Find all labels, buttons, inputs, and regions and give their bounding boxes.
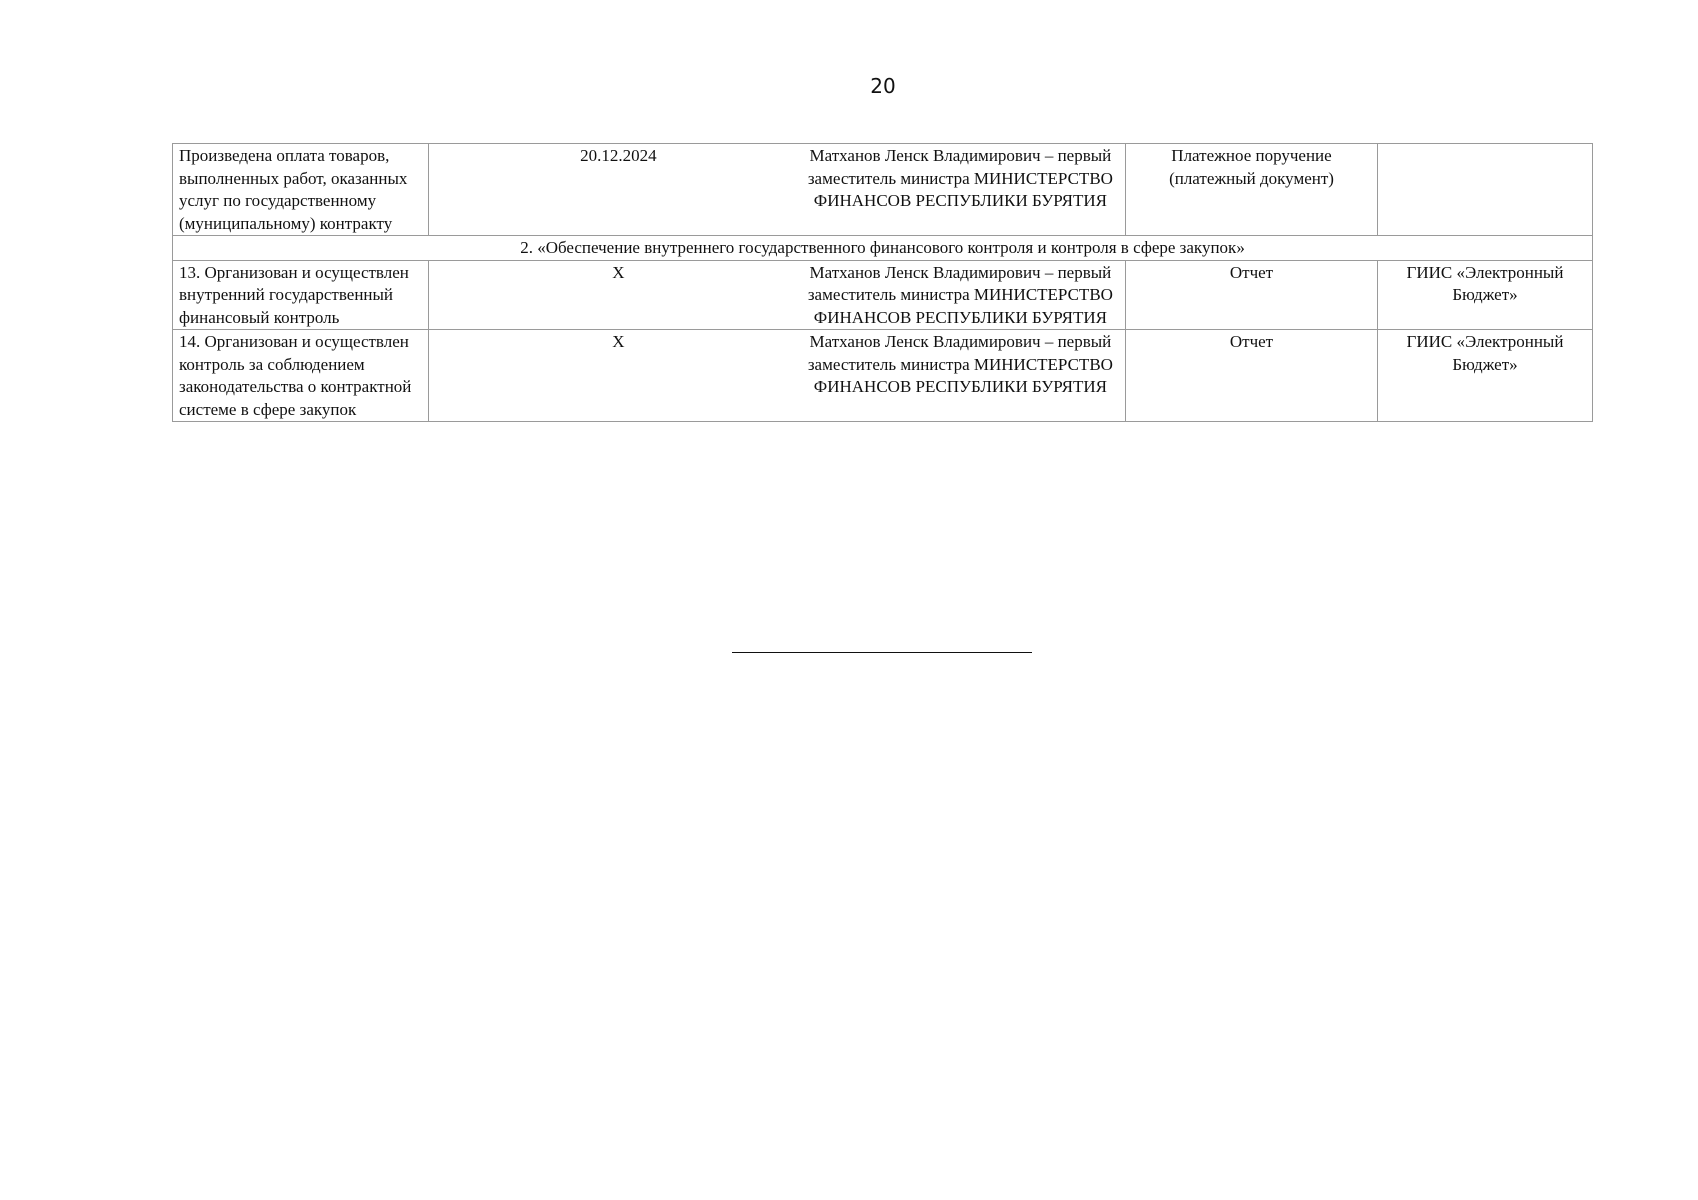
responsible-cell: Матханов Ленск Владимирович – первый заместитель министра МИНИСТЕРСТВО ФИНАНСОВ РЕСПУБЛИКИ БУРЯТИЯ	[807, 146, 1113, 210]
section-title: 2. «Обеспечение внутреннего государственного финансового контроля и контроля в сфере закупок»	[173, 236, 1593, 261]
document-cell: Отчет	[1126, 260, 1378, 330]
date-responsible-cell	[429, 260, 1126, 330]
page-number: 20	[870, 74, 896, 98]
section-row	[173, 236, 1593, 261]
responsible-cell: Матханов Ленск Владимирович – первый заместитель министра МИНИСТЕРСТВО ФИНАНСОВ РЕСПУБЛИКИ БУРЯТИЯ	[807, 262, 1113, 327]
table-row	[173, 260, 1593, 330]
result-cell: 14. Организован и осуществлен контроль за соблюдением законодательства о контрактной системе в сфере закупок	[173, 330, 429, 422]
date-cell: X	[612, 332, 625, 351]
separator-line	[732, 652, 1032, 653]
system-cell: ГИИС «Электронный Бюджет»	[1378, 330, 1593, 422]
result-cell: 13. Организован и осуществлен внутренний государственный финансовый контроль	[173, 260, 429, 330]
responsible-cell: Матханов Ленск Владимирович – первый заместитель министра МИНИСТЕРСТВО ФИНАНСОВ РЕСПУБЛИКИ БУРЯТИЯ	[807, 332, 1113, 396]
control-points-table	[172, 143, 1593, 422]
result-cell: Произведена оплата товаров, выполненных работ, оказанных услуг по государственному (муниципальному) контракту	[173, 144, 429, 236]
date-responsible-cell	[429, 144, 1126, 236]
date-cell: X	[612, 262, 625, 282]
date-responsible-cell	[429, 330, 1126, 422]
table-row	[173, 144, 1593, 236]
table-row	[173, 330, 1593, 422]
system-cell	[1378, 144, 1593, 236]
document-cell: Платежное поручение (платежный документ)	[1126, 144, 1378, 236]
system-cell: ГИИС «Электронный Бюджет»	[1378, 260, 1593, 330]
document-cell: Отчет	[1126, 330, 1378, 422]
date-cell: 20.12.2024	[580, 146, 657, 165]
